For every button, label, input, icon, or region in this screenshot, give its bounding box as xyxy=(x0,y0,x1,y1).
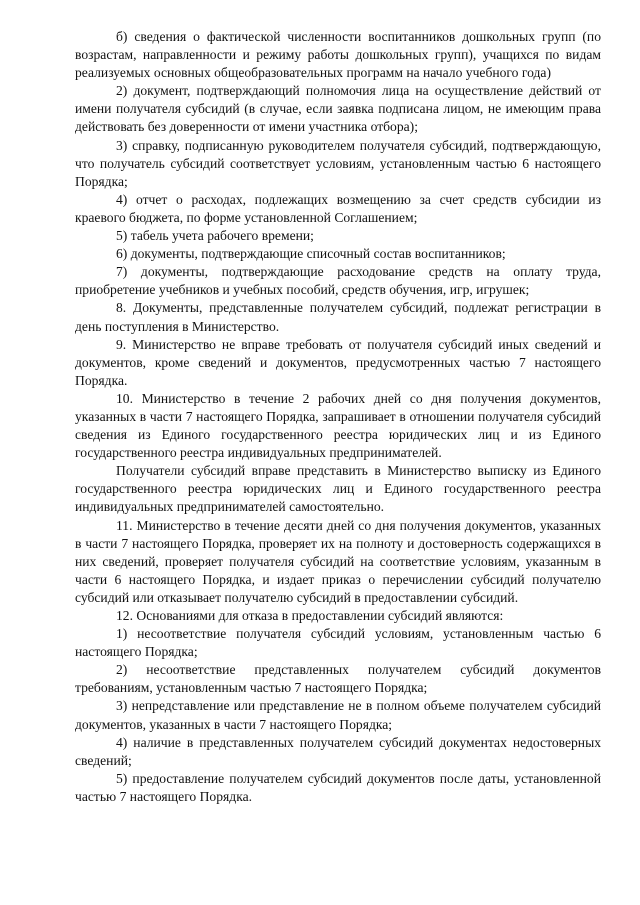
paragraph-item-4-expense-report: 4) отчет о расходах, подлежащих возмещению за счет средств субсидии из краевого бюджета, по форме установленной Соглашением; xyxy=(75,191,601,225)
paragraph-section-10-registry-request: 10. Министерство в течение 2 рабочих дней со дня получения документов, указанных в части 7 настоящего Порядка, запрашивает в отношении получателя субсидий сведения из Единого государственного реестра юридических лиц и из Единого государственного реестра индивидуальных предпринимателей. xyxy=(75,390,601,461)
paragraph-refusal-4: 4) наличие в представленных получателем субсидий документах недостоверных сведений; xyxy=(75,734,601,768)
paragraph-item-7-expenditure-docs: 7) документы, подтверждающие расходование средств на оплату труда, приобретение учебников и учебных пособий, средств обучения, игр, игрушек; xyxy=(75,264,601,298)
paragraph-refusal-5: 5) предоставление получателем субсидий документов после даты, установленной частью 7 настоящего Порядка. xyxy=(75,770,601,804)
paragraph-item-5-timesheet: 5) табель учета рабочего времени; xyxy=(116,228,314,244)
paragraph-item-2-authority-document: 2) документ, подтверждающий полномочия лица на осуществление действий от имени получателя субсидий (в случае, если заявка подписана лицом, не имеющим права действовать без доверенности от имени участника отбора); xyxy=(75,83,601,135)
paragraph-refusal-3: 3) непредставление или представление не в полном объеме получателем субсидий документов, указанных в части 7 настоящего Порядка; xyxy=(75,698,601,732)
paragraph-section-11-verification: 11. Министерство в течение десяти дней со дня получения документов, указанных в части 7 настоящего Порядка, проверяет их на полноту и достоверность содержащихся в них сведений, проверяет получателя субсидий на соответствие условиям, указанным в части 6 настоящего Порядка, и издает приказ о перечислении субсидий получателю субсидий или отказывает получателю субсидий в предоставлении субсидий. xyxy=(75,517,601,605)
paragraph-item-b-enrollment-info: б) сведения о фактической численности воспитанников дошкольных групп (по возрастам, направленности и режиму работы дошкольных групп), учащихся по видам реализуемых основных общеобразовательных программ на начало учебного года) xyxy=(75,29,601,81)
paragraph-refusal-2: 2) несоответствие представленных получателем субсидий документов требованиям, установленным частью 7 настоящего Порядка; xyxy=(75,662,601,696)
paragraph-registry-extract: Получатели субсидий вправе представить в Министерство выписку из Единого государственного реестра юридических лиц и Единого государственного реестра индивидуальных предпринимателей самостоятельно. xyxy=(75,463,601,515)
paragraph-section-12-refusal-grounds: 12. Основаниями для отказа в предоставлении субсидий являются: xyxy=(116,608,504,623)
paragraph-refusal-1: 1) несоответствие получателя субсидий условиям, установленным частью 6 настоящего Порядка; xyxy=(75,626,601,660)
paragraph-section-9-restrictions: 9. Министерство не вправе требовать от получателя субсидий иных сведений и документов, кроме сведений и документов, предусмотренных частью 7 настоящего Порядка. xyxy=(75,336,601,388)
document-page xyxy=(75,28,601,806)
paragraph-section-8-registration: 8. Документы, представленные получателем субсидий, подлежат регистрации в день поступления в Министерство. xyxy=(75,300,601,334)
paragraph-item-3-certificate: 3) справку, подписанную руководителем получателя субсидий, подтверждающую, что получатель субсидий соответствует условиям, установленным частью 6 настоящего Порядка; xyxy=(75,137,601,189)
paragraph-item-6-roster: 6) документы, подтверждающие списочный состав воспитанников; xyxy=(116,246,506,262)
